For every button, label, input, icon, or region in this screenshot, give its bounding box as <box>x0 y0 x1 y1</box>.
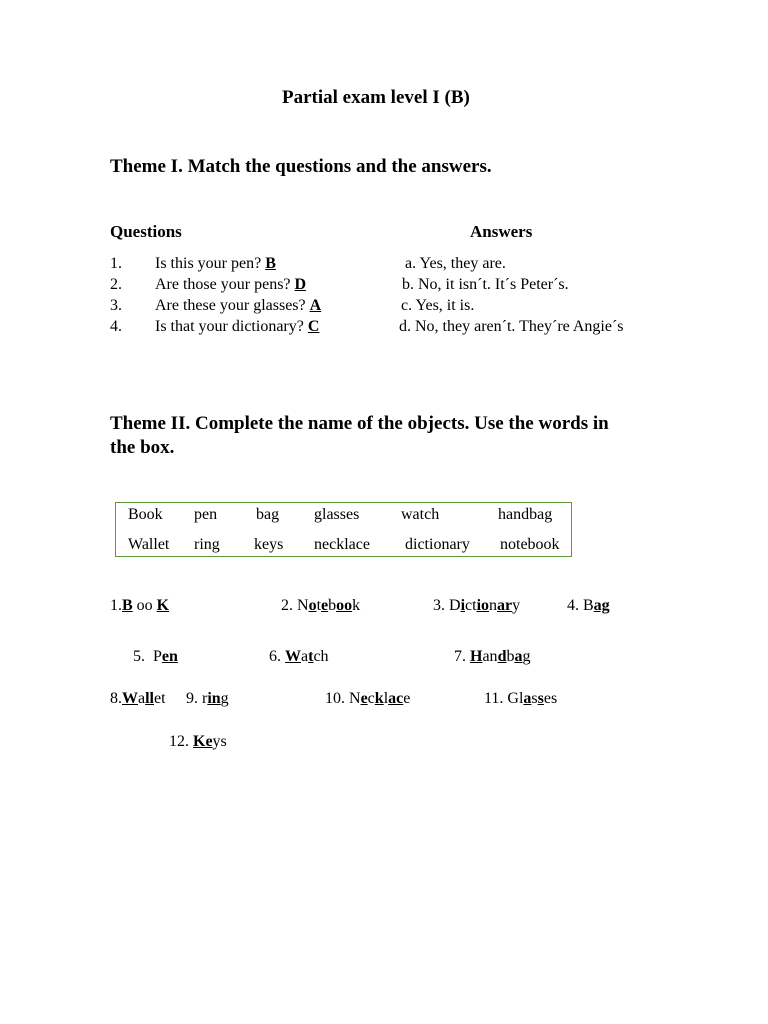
word-notebook: notebook <box>500 536 560 553</box>
given-letters: ys <box>212 733 227 750</box>
question-4: Is that your dictionary? C <box>155 318 320 335</box>
question-number: 4. <box>110 318 122 335</box>
page-title: Partial exam level I (B) <box>282 87 470 108</box>
question-2: Are those your pens? D <box>155 276 307 293</box>
filled-letters: a <box>514 648 523 665</box>
puzzle-number: 12. <box>169 733 193 750</box>
given-letters: s <box>531 690 538 707</box>
filled-letters: H <box>470 648 483 665</box>
puzzle-number: 11. <box>484 690 508 707</box>
given-letters: N <box>349 690 361 707</box>
puzzle-word-6 <box>269 648 329 666</box>
choice-4: C <box>307 318 320 335</box>
given-letters: r <box>202 690 208 707</box>
given-letters: P <box>153 648 162 665</box>
given-letters: n <box>489 597 498 614</box>
given-letters: g <box>522 648 531 665</box>
word-book: Book <box>128 506 163 523</box>
word-keys: keys <box>254 536 284 553</box>
given-letters: b <box>506 648 515 665</box>
word-glasses: glasses <box>314 506 360 523</box>
choice-1: B <box>265 255 276 272</box>
question-number: 3. <box>110 297 122 314</box>
filled-letters: en <box>161 648 178 665</box>
puzzle-number: 4. <box>567 597 583 614</box>
puzzle-word-9 <box>186 690 229 708</box>
puzzle-number: 8. <box>110 690 122 707</box>
filled-letters: e <box>360 690 368 707</box>
puzzle-word-5 <box>133 648 178 666</box>
given-letters: es <box>543 690 558 707</box>
answer-b: b. No, it isn´t. It´s Peter´s. <box>402 276 569 293</box>
given-letters: ct <box>465 597 477 614</box>
given-letters: l <box>383 690 389 707</box>
word-wallet: Wallet <box>128 536 170 553</box>
filled-letters: i <box>460 597 466 614</box>
answers-label: Answers <box>470 222 533 241</box>
filled-letters: B <box>122 597 133 614</box>
choice-2: D <box>294 276 307 293</box>
given-letters: a <box>138 690 146 707</box>
question-number: 2. <box>110 276 122 293</box>
answer-a: a. Yes, they are. <box>405 255 506 272</box>
given-letters: y <box>512 597 521 614</box>
given-letters: k <box>352 597 361 614</box>
word-dictionary: dictionary <box>405 536 470 553</box>
question-1: Is this your pen? B <box>155 255 276 272</box>
answer-c: c. Yes, it is. <box>401 297 475 314</box>
word-watch: watch <box>401 506 440 523</box>
filled-letters: ac <box>388 690 404 707</box>
puzzle-word-8 <box>110 690 166 708</box>
given-letters: et <box>154 690 166 707</box>
filled-letters: W <box>285 648 301 665</box>
puzzle-word-12 <box>169 733 227 751</box>
filled-letters: a <box>523 690 532 707</box>
given-letters: an <box>482 648 498 665</box>
given-letters: a <box>301 648 309 665</box>
word-handbag: handbag <box>498 506 553 523</box>
puzzle-word-4 <box>567 597 610 615</box>
given-letters: B <box>583 597 594 614</box>
given-letters: Gl <box>507 690 524 707</box>
puzzle-number: 7. <box>454 648 470 665</box>
puzzle-number: 1. <box>110 597 122 614</box>
puzzle-number: 2. <box>281 597 297 614</box>
puzzle-word-7 <box>454 648 530 666</box>
choice-3: A <box>309 297 322 314</box>
filled-letters: d <box>497 648 507 665</box>
filled-letters: o <box>308 597 317 614</box>
word-necklace: necklace <box>314 536 370 553</box>
puzzle-word-3 <box>433 597 520 615</box>
word-bag: bag <box>256 506 280 523</box>
filled-letters: t <box>308 648 314 665</box>
filled-letters: oo <box>336 597 353 614</box>
theme1-heading: Theme I. Match the questions and the answers. <box>110 156 492 177</box>
question-number: 1. <box>110 255 122 272</box>
given-letters: c <box>367 690 375 707</box>
given-letters: b <box>328 597 337 614</box>
puzzle-number: 3. <box>433 597 449 614</box>
given-letters: oo <box>132 597 157 614</box>
filled-letters: ar <box>497 597 513 614</box>
puzzle-word-1 <box>110 597 169 615</box>
answer-d: d. No, they aren´t. They´re Angie´s <box>399 318 624 335</box>
given-letters: N <box>297 597 309 614</box>
filled-letters: s <box>537 690 544 707</box>
questions-label: Questions <box>110 222 182 241</box>
theme2-heading-line2: the box. <box>110 437 175 458</box>
given-letters: t <box>316 597 322 614</box>
question-3: Are these your glasses? A <box>155 297 322 314</box>
word-ring: ring <box>194 536 220 553</box>
theme2-heading-line1: Theme II. Complete the name of the objects. Use the words in <box>110 413 609 434</box>
given-letters: ch <box>313 648 329 665</box>
puzzle-word-10 <box>325 690 410 708</box>
filled-letters: ag <box>593 597 610 614</box>
filled-letters: in <box>207 690 221 707</box>
puzzle-number: 5. <box>133 648 153 665</box>
given-letters: D <box>449 597 461 614</box>
given-letters: e <box>403 690 411 707</box>
filled-letters: e <box>321 597 329 614</box>
puzzle-word-11 <box>484 690 557 708</box>
filled-letters: io <box>476 597 490 614</box>
puzzle-number: 9. <box>186 690 202 707</box>
filled-letters: k <box>374 690 384 707</box>
filled-letters: ll <box>145 690 154 707</box>
puzzle-word-2 <box>281 597 360 615</box>
puzzle-number: 6. <box>269 648 285 665</box>
filled-letters: K <box>156 597 170 614</box>
puzzle-number: 10. <box>325 690 349 707</box>
word-pen: pen <box>194 506 218 523</box>
filled-letters: Ke <box>193 733 213 750</box>
filled-letters: W <box>122 690 138 707</box>
given-letters: g <box>220 690 229 707</box>
